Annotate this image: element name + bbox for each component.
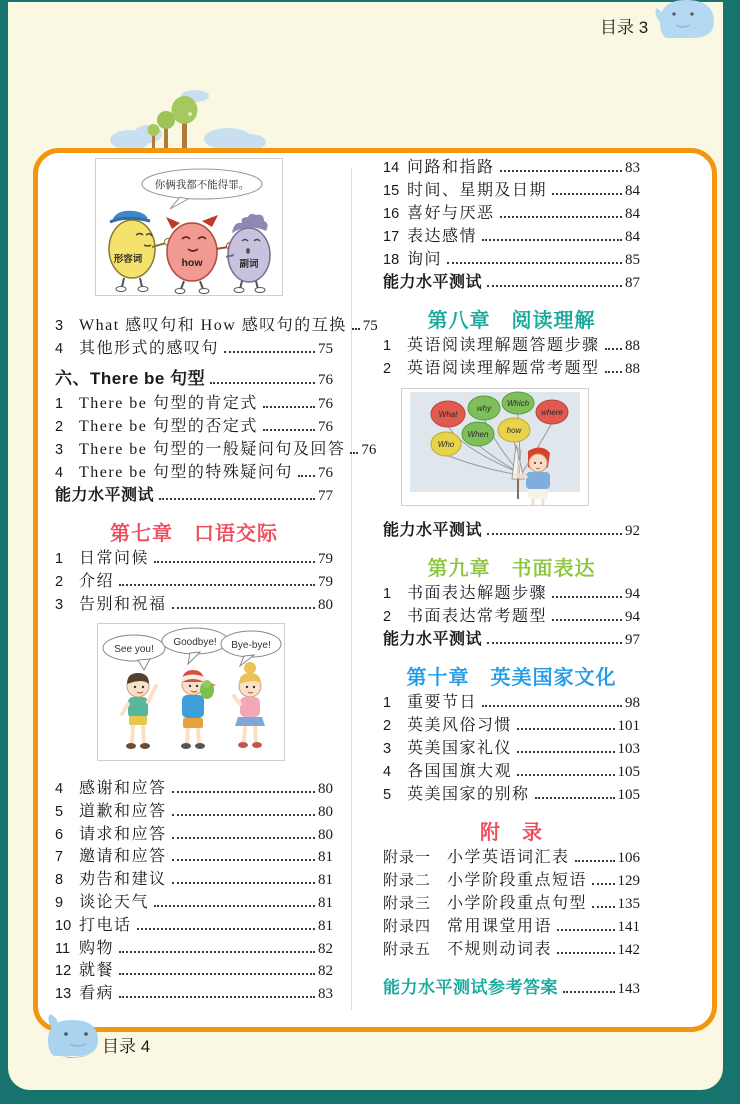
- entry-number: 附录一: [383, 850, 432, 866]
- dot-leader: [350, 452, 358, 454]
- entry-number: 3: [383, 741, 392, 757]
- dot-leader: [557, 929, 614, 931]
- entry-page: 83: [318, 986, 333, 1003]
- dot-leader: [592, 906, 614, 908]
- toc-entry: [55, 593, 333, 616]
- entry-label: There be 句型的否定式: [79, 418, 258, 435]
- entry-label: There be 句型的肯定式: [79, 395, 258, 412]
- entry-label: 小学阶段重点句型: [447, 895, 588, 912]
- dot-leader: [224, 351, 315, 353]
- dot-leader: [605, 371, 622, 373]
- dot-leader: [172, 859, 315, 861]
- entry-number: 8: [55, 872, 64, 889]
- dot-leader: [298, 475, 315, 477]
- entry-page: 103: [617, 741, 640, 757]
- toc-entry: [383, 156, 640, 179]
- toc-entry: [55, 415, 333, 438]
- entry-page: 75: [362, 318, 378, 334]
- entry-number: 9: [55, 894, 64, 911]
- toc-right-column: [383, 156, 640, 1000]
- toc-entry: [383, 202, 640, 225]
- entry-page: 76: [318, 372, 333, 388]
- dot-leader: [535, 797, 615, 799]
- entry-label: 常用课堂用语: [447, 918, 553, 935]
- toc-entry: [383, 737, 640, 760]
- entry-number: 7: [55, 849, 64, 866]
- dot-leader: [137, 928, 315, 930]
- entry-label: 小学阶段重点短语: [447, 872, 588, 889]
- entry-number: 1: [383, 338, 392, 354]
- toc-entry: [55, 824, 333, 847]
- entry-number: 3: [55, 318, 64, 334]
- entry-number: 12: [55, 963, 72, 980]
- entry-label: 劝告和建议: [79, 871, 167, 889]
- toc-entry: [383, 691, 640, 714]
- toc-entry: [383, 357, 640, 380]
- toc-test-entry: [383, 271, 640, 294]
- dot-leader: [517, 728, 614, 730]
- entry-page: 84: [625, 206, 640, 222]
- entry-label: 重要节日: [407, 694, 478, 711]
- entry-number: 2: [55, 574, 64, 590]
- chapter-9-heading: 第九章 书面表达: [427, 558, 596, 580]
- toc-entry: [383, 225, 640, 248]
- dot-leader: [119, 973, 315, 975]
- dot-leader: [159, 498, 315, 500]
- test-label: 能力水平测试: [55, 487, 155, 504]
- farewell-bubble-1: See you!: [114, 644, 154, 655]
- dot-leader: [172, 814, 315, 816]
- entry-number: 17: [383, 229, 400, 245]
- entry-number: 11: [55, 940, 71, 957]
- entry-number: 2: [383, 361, 392, 377]
- toc-entry: [383, 938, 640, 961]
- entry-number: 4: [55, 465, 64, 481]
- entry-page: 85: [625, 252, 640, 268]
- toc-entry: [383, 714, 640, 737]
- entry-number: 2: [383, 718, 392, 734]
- entry-label: 看病: [79, 985, 115, 1003]
- entry-page: 81: [318, 849, 333, 866]
- dot-leader: [263, 429, 315, 431]
- entry-page: 135: [617, 896, 640, 912]
- entry-page: 88: [625, 338, 640, 354]
- entry-label: 问路和指路: [407, 159, 495, 176]
- dot-leader: [482, 239, 622, 241]
- toc-entry: [55, 547, 333, 570]
- toc-entry: [55, 938, 333, 961]
- entry-number: 1: [383, 586, 392, 602]
- toc-left-column: [55, 158, 378, 1006]
- entry-number: 1: [55, 396, 64, 412]
- entry-page: 129: [617, 873, 640, 889]
- farewell-bubble-3: Bye-bye!: [231, 640, 271, 651]
- entry-page: 141: [617, 919, 640, 935]
- entry-label: 谈论天气: [79, 893, 150, 911]
- blob-right-label: 副词: [239, 259, 259, 270]
- blob-center-label: how: [181, 257, 203, 269]
- chapter-10-heading: 第十章 英美国家文化: [406, 667, 617, 689]
- dot-leader: [563, 991, 615, 993]
- entry-label: 介绍: [79, 573, 115, 590]
- entry-page: 142: [617, 942, 640, 958]
- entry-page: 84: [625, 229, 640, 245]
- entry-label: 日常问候: [79, 550, 150, 567]
- toc-entry: [383, 915, 640, 938]
- whale-icon: [652, 0, 722, 44]
- entry-label: 英美国家礼仪: [407, 740, 513, 757]
- balloon-label-when: When: [467, 430, 489, 439]
- entry-number: 2: [55, 419, 64, 435]
- toc-entry: [55, 892, 333, 915]
- toc-entry: [55, 869, 333, 892]
- toc-test-entry: [55, 484, 333, 507]
- toc-entry: [383, 783, 640, 806]
- toc-entry: [383, 605, 640, 628]
- entry-label: 购物: [79, 939, 115, 957]
- chapter-7-heading: 第七章 口语交际: [110, 523, 278, 545]
- dot-leader: [487, 642, 622, 644]
- entry-page: 82: [318, 963, 333, 980]
- dot-leader: [119, 996, 315, 998]
- entry-label: 表达感情: [407, 228, 478, 245]
- dot-leader: [552, 193, 622, 195]
- dot-leader: [487, 285, 622, 287]
- toc-test-entry: [383, 519, 640, 542]
- entry-label: 询问: [407, 251, 443, 268]
- toc-entry: [55, 392, 333, 415]
- entry-page: 80: [318, 826, 333, 843]
- entry-page: 82: [318, 940, 333, 957]
- entry-page: 87: [625, 275, 640, 291]
- entry-page: 80: [318, 803, 333, 820]
- dot-leader: [154, 561, 315, 563]
- footer-page-label: 目录 4: [102, 1037, 151, 1056]
- dot-leader: [482, 705, 622, 707]
- whale-icon: [42, 1010, 104, 1062]
- grammar-blobs-illustration: [95, 158, 283, 296]
- dot-leader: [552, 619, 622, 621]
- toc-entry: [383, 846, 640, 869]
- dot-leader: [210, 382, 315, 384]
- entry-page: 98: [625, 695, 640, 711]
- entry-number: 附录五: [383, 942, 432, 958]
- dot-leader: [557, 952, 614, 954]
- entry-number: 附录四: [383, 919, 432, 935]
- entry-page: 76: [361, 442, 377, 458]
- entry-page: 94: [625, 609, 640, 625]
- entry-page: 79: [318, 574, 333, 590]
- entry-label: 邀请和应答: [79, 848, 167, 866]
- entry-label: What 感叹句和 How 感叹句的互换: [79, 317, 347, 334]
- entry-page: 77: [318, 488, 333, 504]
- entry-number: 16: [383, 206, 400, 222]
- entry-page: 76: [318, 396, 333, 412]
- balloon-label-where: where: [541, 408, 563, 417]
- entry-number: 14: [383, 160, 400, 176]
- dot-leader: [263, 406, 315, 408]
- entry-label: 各国国旗大观: [407, 763, 513, 780]
- toc-entry: [55, 337, 333, 360]
- entry-page: 79: [318, 551, 333, 567]
- dot-leader: [575, 860, 615, 862]
- toc-entry: [55, 801, 333, 824]
- toc-entry: [383, 869, 640, 892]
- dot-leader: [154, 905, 315, 907]
- entry-number: 15: [383, 183, 400, 199]
- entry-number: 1: [383, 695, 392, 711]
- column-divider: [351, 168, 352, 1010]
- dot-leader: [172, 607, 315, 609]
- toc-entry: [383, 892, 640, 915]
- entry-label: There be 句型的特殊疑问句: [79, 464, 293, 481]
- section-label: 六、There be 句型: [55, 369, 206, 388]
- entry-label: 就餐: [79, 962, 115, 980]
- toc-entry: [383, 334, 640, 357]
- balloon-label-who: Who: [437, 440, 455, 449]
- entry-page: 81: [318, 917, 333, 934]
- toc-entry: [55, 314, 378, 337]
- entry-label: 喜好与厌恶: [407, 205, 495, 222]
- farewell-kids-illustration: [97, 623, 285, 761]
- entry-number: 13: [55, 986, 72, 1003]
- entry-label: 时间、星期及日期: [407, 182, 548, 199]
- entry-label: 英语阅读理解题常考题型: [407, 360, 600, 377]
- entry-page: 76: [318, 419, 333, 435]
- blob-left-label: 形容词: [113, 254, 143, 265]
- toc-entry: [383, 179, 640, 202]
- entry-number: 10: [55, 917, 72, 934]
- entry-label: 感谢和应答: [79, 780, 167, 797]
- answers-label: 能力水平测试参考答案: [383, 978, 558, 997]
- dot-leader: [500, 216, 622, 218]
- toc-entry: [55, 461, 333, 484]
- dot-leader: [552, 596, 622, 598]
- dot-leader: [447, 262, 622, 264]
- dot-leader: [500, 170, 622, 172]
- entry-page: 76: [318, 465, 333, 481]
- entry-page: 81: [318, 872, 333, 889]
- toc-entry: [55, 778, 333, 801]
- dot-leader: [172, 882, 315, 884]
- entry-number: 3: [55, 597, 64, 613]
- toc-entry: [383, 248, 640, 271]
- dot-leader: [119, 951, 315, 953]
- toc-section-title: [55, 365, 333, 392]
- dot-leader: [517, 774, 614, 776]
- entry-page: 75: [318, 341, 333, 357]
- entry-number: 2: [383, 609, 392, 625]
- entry-label: 道歉和应答: [79, 802, 167, 820]
- entry-number: 5: [55, 803, 64, 820]
- entry-label: 英美风俗习惯: [407, 717, 513, 734]
- dot-leader: [605, 348, 622, 350]
- entry-page: 105: [617, 787, 640, 803]
- toc-entry: [55, 438, 377, 461]
- dot-leader: [172, 791, 315, 793]
- entry-label: 告别和祝福: [79, 596, 167, 613]
- clouds-trees-decoration: [100, 84, 300, 152]
- dot-leader: [517, 751, 614, 753]
- balloon-label-which: Which: [506, 399, 530, 408]
- entry-label: 不规则动词表: [447, 941, 553, 958]
- toc-entry: [55, 570, 333, 593]
- entry-page: 94: [625, 586, 640, 602]
- entry-label: 英美国家的别称: [407, 786, 530, 803]
- dot-leader: [352, 328, 360, 330]
- toc-entry: [383, 582, 640, 605]
- answers-entry: [383, 976, 640, 1000]
- entry-page: 80: [318, 597, 333, 613]
- header-page-label: 目录 3: [600, 18, 649, 37]
- toc-entry: [383, 760, 640, 783]
- test-label: 能力水平测试: [383, 522, 483, 539]
- toc-test-entry: [383, 628, 640, 651]
- entry-number: 1: [55, 551, 64, 567]
- entry-number: 4: [55, 341, 64, 357]
- entry-number: 5: [383, 787, 392, 803]
- entry-page: 105: [617, 764, 640, 780]
- entry-label: 书面表达解题步骤: [407, 585, 548, 602]
- entry-page: 97: [625, 632, 640, 648]
- entry-number: 3: [55, 442, 64, 458]
- entry-page: 84: [625, 183, 640, 199]
- entry-number: 4: [383, 764, 392, 780]
- balloon-label-why: why: [476, 404, 492, 413]
- test-label: 能力水平测试: [383, 631, 483, 648]
- entry-page: 88: [625, 361, 640, 377]
- entry-page: 81: [318, 894, 333, 911]
- entry-label: 书面表达常考题型: [407, 608, 548, 625]
- chapter-8-heading: 第八章 阅读理解: [427, 310, 596, 332]
- dot-leader: [592, 883, 614, 885]
- entry-label: 其他形式的感叹句: [79, 340, 220, 357]
- entry-number: 附录二: [383, 873, 432, 889]
- entry-label: 小学英语词汇表: [447, 849, 570, 866]
- entry-number: 4: [55, 781, 64, 797]
- entry-number: 附录三: [383, 896, 432, 912]
- entry-label: 英语阅读理解题答题步骤: [407, 337, 600, 354]
- toc-entry: [55, 846, 333, 869]
- entry-page: 106: [617, 850, 640, 866]
- test-label: 能力水平测试: [383, 274, 483, 291]
- entry-number: 18: [383, 252, 400, 268]
- entry-page: 143: [617, 981, 640, 997]
- appendix-heading: 附 录: [480, 822, 543, 844]
- balloon-label-how: how: [506, 426, 522, 435]
- entry-page: 92: [625, 523, 640, 539]
- balloon-label-what: What: [438, 410, 458, 419]
- farewell-bubble-2: Goodbye!: [173, 637, 217, 648]
- entry-number: 6: [55, 826, 64, 843]
- dot-leader: [119, 584, 315, 586]
- entry-label: 打电话: [79, 916, 132, 934]
- entry-label: There be 句型的一般疑问句及回答: [79, 441, 346, 458]
- toc-entry: [55, 915, 333, 938]
- dot-leader: [487, 533, 622, 535]
- entry-page: 83: [625, 160, 640, 176]
- entry-page: 80: [318, 781, 333, 797]
- toc-entry: [55, 983, 333, 1006]
- blob-speech-text: 你俩我都不能得罪。: [154, 179, 250, 191]
- toc-entry: [55, 960, 333, 983]
- entry-label: 请求和应答: [79, 825, 167, 843]
- entry-page: 101: [617, 718, 640, 734]
- question-balloons-illustration: [401, 388, 589, 506]
- dot-leader: [172, 837, 315, 839]
